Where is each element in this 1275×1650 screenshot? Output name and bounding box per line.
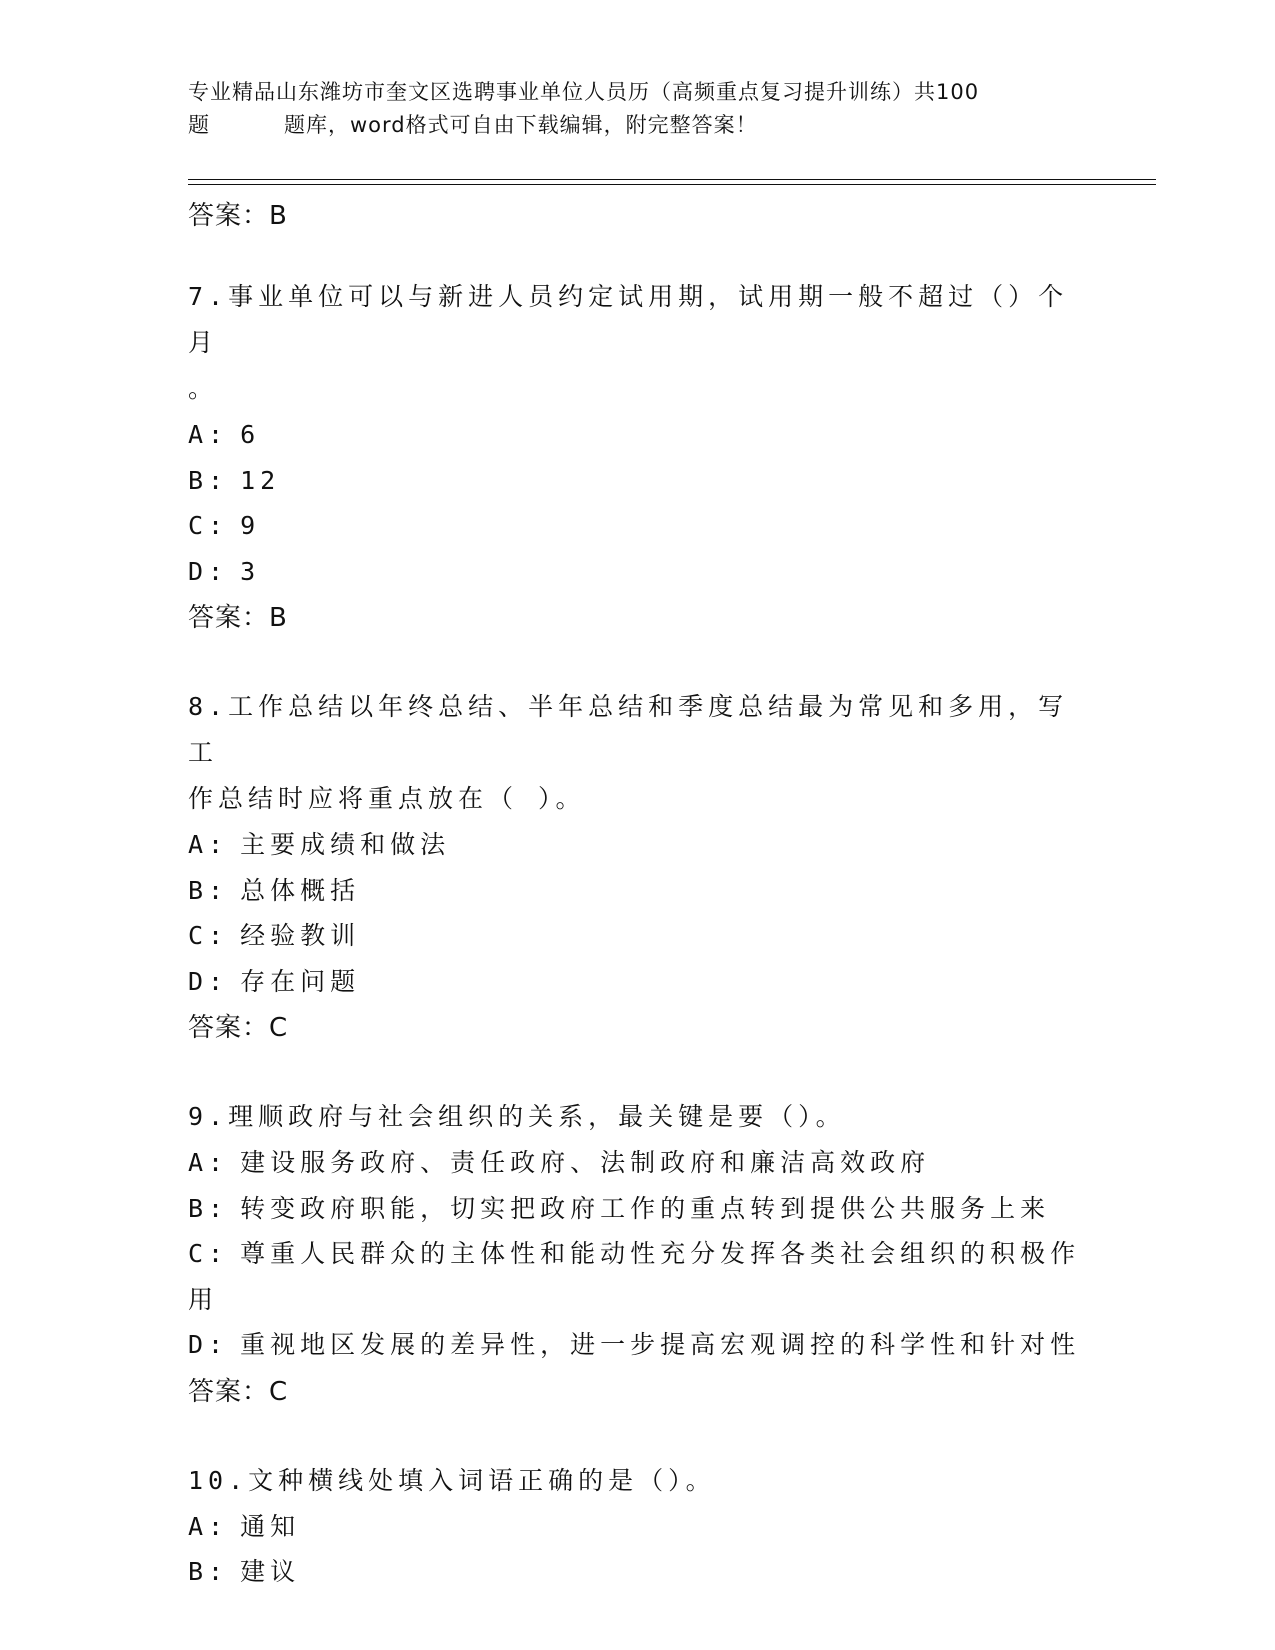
question-text bbox=[188, 1094, 1088, 1140]
document-header bbox=[188, 76, 1088, 142]
option-key: B: bbox=[188, 1193, 229, 1223]
option-item bbox=[188, 913, 1088, 959]
option-item bbox=[188, 1140, 1088, 1186]
option-text: 通知 bbox=[240, 1511, 301, 1541]
question-text bbox=[188, 684, 1088, 822]
option-key: B: bbox=[188, 1557, 229, 1586]
option-key: A: bbox=[188, 420, 229, 449]
option-item bbox=[188, 503, 1088, 549]
option-text: 转变政府职能，切实把政府工作的重点转到提供公共服务上来 bbox=[240, 1193, 1051, 1223]
option-key: A: bbox=[188, 830, 229, 859]
header-divider-bottom bbox=[188, 184, 1156, 185]
option-key: D: bbox=[188, 966, 229, 996]
header-subtitle: 题库，word格式可自由下载编辑，附完整答案！ bbox=[284, 113, 758, 137]
header-title-fragment: 题 bbox=[188, 113, 210, 137]
question-line: 7.事业单位可以与新进人员约定试用期，试用期一般不超过（）个月 bbox=[188, 282, 1069, 357]
question-line: 8.工作总结以年终总结、半年总结和季度总结最为常见和多用，写工 bbox=[188, 692, 1069, 767]
option-item bbox=[188, 1549, 1088, 1595]
option-text: 存在问题 bbox=[240, 966, 361, 996]
answer-line: 答案：C bbox=[188, 1376, 289, 1407]
option-item bbox=[188, 959, 1088, 1005]
question-line: 。 bbox=[188, 374, 219, 403]
option-text: 9 bbox=[240, 511, 261, 540]
option-key: A: bbox=[188, 1148, 229, 1177]
option-item bbox=[188, 1186, 1088, 1232]
question-text bbox=[188, 274, 1088, 412]
option-item bbox=[188, 822, 1088, 868]
option-text: 主要成绩和做法 bbox=[240, 830, 451, 859]
option-key: D: bbox=[188, 1330, 229, 1359]
option-text: 3 bbox=[240, 556, 261, 586]
question-line: 作总结时应将重点放在（ ）。 bbox=[188, 784, 586, 813]
header-title-line-2 bbox=[188, 109, 1088, 142]
option-item bbox=[188, 412, 1088, 458]
option-text: 建议 bbox=[240, 1557, 301, 1586]
option-key: C: bbox=[188, 1239, 229, 1268]
option-key: B: bbox=[188, 465, 229, 495]
header-divider-top bbox=[188, 179, 1156, 180]
header-title-line-1: 专业精品山东潍坊市奎文区选聘事业单位人员历（高频重点复习提升训练）共100 bbox=[188, 80, 980, 104]
option-key: B: bbox=[188, 875, 229, 905]
option-text: 总体概括 bbox=[240, 875, 361, 905]
option-text: 12 bbox=[240, 465, 281, 495]
option-item bbox=[188, 868, 1088, 914]
question-text bbox=[188, 1458, 1088, 1504]
option-key: D: bbox=[188, 556, 229, 586]
option-text: 尊重人民群众的主体性和能动性充分发挥各类社会组织的积极作用 bbox=[188, 1239, 1081, 1314]
option-key: C: bbox=[188, 921, 229, 950]
option-text: 重视地区发展的差异性，进一步提高宏观调控的科学性和针对性 bbox=[240, 1330, 1081, 1359]
option-item bbox=[188, 1322, 1088, 1368]
answer-line: 答案：C bbox=[188, 1013, 289, 1043]
option-text: 经验教训 bbox=[240, 921, 361, 950]
option-key: A: bbox=[188, 1511, 229, 1541]
question-line: 10.文种横线处填入词语正确的是（）。 bbox=[188, 1465, 716, 1495]
option-text: 6 bbox=[240, 420, 261, 449]
option-item bbox=[188, 458, 1088, 504]
question-list bbox=[188, 192, 1088, 1595]
option-item bbox=[188, 549, 1088, 595]
option-item bbox=[188, 1231, 1088, 1322]
option-text: 建设服务政府、责任政府、法制政府和廉洁高效政府 bbox=[240, 1148, 931, 1177]
question-line: 9.理顺政府与社会组织的关系，最关键是要（）。 bbox=[188, 1102, 846, 1131]
answer-line: 答案：B bbox=[188, 603, 288, 633]
option-item bbox=[188, 1504, 1088, 1550]
answer-line: 答案：B bbox=[188, 201, 288, 231]
option-key: C: bbox=[188, 511, 229, 540]
